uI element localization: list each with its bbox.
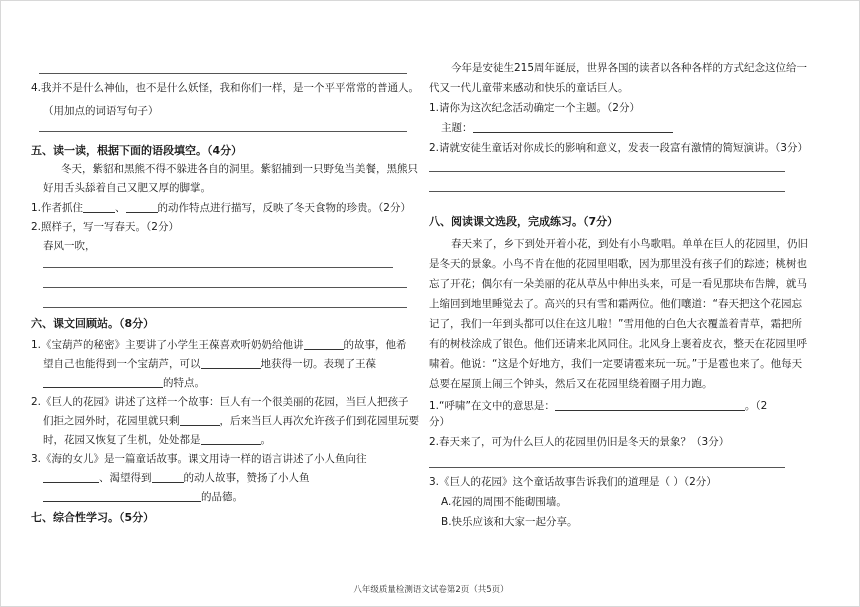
section-7-title: 七、综合性学习。（5分） [31, 511, 155, 524]
intro-line: 今年是安徒生215周年诞辰，世界各国的读者以各种各样的方式纪念这位给一 [451, 62, 808, 74]
fill-blank[interactable] [43, 376, 163, 388]
fill-blank[interactable] [43, 471, 99, 483]
question-2: 2.请就安徒生童话对你成长的影响和意义，发表一段富有激情的简短演讲。（3分） [429, 142, 808, 154]
passage-line: 记了，我们一年到头都可以住在这儿啦！”雪用他的白色大衣覆盖着青草，霜把所 [429, 318, 802, 330]
page-footer: 八年级质量检测语文试卷第2页（共5页） [353, 585, 509, 595]
answer-line[interactable] [429, 191, 785, 192]
reading-question-1-score: 分） [429, 416, 450, 428]
question-4-instruction: （用加点的词语写句子） [43, 105, 159, 117]
section-6-question-2-cont [43, 414, 419, 428]
passage-line: 是冬天的景象。小鸟不肯在他的花园里唱歌，因为那里没有孩子们的踪迹；桃树也 [429, 258, 807, 270]
theme-field [441, 121, 673, 135]
q-text: 的动作特点进行描写，反映了冬天食物的珍贵。（2分） [157, 202, 411, 214]
answer-line[interactable] [429, 171, 785, 172]
section-6-question-3: 3.《海的女儿》是一篇童话故事。课文用诗一样的语言讲述了小人鱼向往 [31, 453, 367, 465]
section-5-passage-line: 好用舌头舔着自己又肥又厚的脚掌。 [43, 182, 211, 194]
section-6-question-3-cont [43, 471, 310, 485]
reading-question-3: 3.《巨人的花园》这个童话故事告诉我们的道理是（ ）（2分） [429, 476, 717, 488]
q-text: 的品德。 [201, 491, 243, 503]
q-text: 望自己也能得到一个宝葫芦，可以 [43, 358, 201, 370]
passage-line: 春天来了，乡下到处开着小花，到处有小鸟歌唱。单单在巨人的花园里，仍旧 [451, 238, 808, 250]
answer-line [39, 131, 407, 132]
reading-question-2: 2.春天来了，可为什么巨人的花园里仍旧是冬天的景象？（3分） [429, 436, 730, 448]
question-4-text: 4.我并不是什么神仙，也不是什么妖怪，我和你们一样，是一个平平常常的普通人。 [31, 82, 420, 94]
theme-input-line[interactable] [473, 121, 673, 133]
section-5-passage-line: 冬天，紫貂和黑熊不得不躲进各自的洞里。紫貂捕到一只野兔当美餐，黑熊只 [61, 163, 418, 175]
section-6-question-2-end [43, 433, 271, 447]
option-a[interactable]: A.花园的周围不能砌围墙。 [441, 496, 567, 508]
q-text: 地获得一切。表现了王葆 [260, 358, 376, 370]
fill-blank[interactable] [152, 471, 184, 483]
fill-blank[interactable] [201, 433, 261, 445]
passage-line: 啸着。他说：“这是个好地方，我们一定要请雹来玩一玩。”于是雹也来了。他每天 [429, 358, 803, 370]
reading-question-1 [429, 399, 767, 413]
section-6-question-3-end [43, 490, 243, 504]
answer-line[interactable] [43, 287, 407, 288]
answer-line[interactable] [429, 467, 785, 468]
q-text: 时，花园又恢复了生机，处处都是 [43, 434, 201, 446]
section-6-question-2: 2.《巨人的花园》讲述了这样一个故事：巨人有一个很美丽的花园，当巨人把孩子 [31, 396, 409, 408]
section-8-title: 八、阅读课文选段，完成练习。（7分） [429, 215, 619, 228]
q-text: 。 [260, 434, 271, 446]
section-6-title: 六、课文回顾站。（8分） [31, 317, 155, 330]
passage-line: 上缩回到地里睡觉去了。高兴的只有雪和霜两位。他们嚷道：“春天把这个花园忘 [429, 298, 802, 310]
q-text: 的故事，他希 [343, 339, 407, 351]
section-5-title: 五、读一读，根据下面的语段填空。（4分） [31, 144, 243, 157]
section-5-question-1 [31, 201, 411, 215]
passage-line: 忘了开花；偶尔有一朵美丽的花从草丛中伸出头来，可是一看见那块布告牌，就马 [429, 278, 807, 290]
q-text: 的动人故事，赞扬了小人鱼 [183, 472, 310, 484]
q-text: 。（2 [744, 400, 768, 412]
q-text: 1.作者抓住 [31, 202, 84, 214]
q-text: 、 [115, 202, 126, 214]
theme-label: 主题： [441, 122, 473, 134]
q-text: ，后来当巨人再次允许孩子们到花园里玩要 [219, 415, 419, 427]
section-6-question-1 [31, 338, 407, 352]
q-text: 的特点。 [163, 377, 205, 389]
section-6-question-1-cont [43, 357, 376, 371]
q-text: 1.“呼啸”在文中的意思是： [429, 400, 555, 412]
q-text: 、渴望得到 [99, 472, 152, 484]
question-1: 1.请你为这次纪念活动确定一个主题。（2分） [429, 102, 640, 114]
intro-line: 代又一代儿童带来感动和快乐的童话巨人。 [429, 82, 629, 94]
fill-blank[interactable] [201, 357, 261, 369]
fill-blank[interactable] [83, 201, 115, 213]
fill-blank[interactable] [304, 338, 344, 350]
fill-blank[interactable] [180, 414, 220, 426]
section-5-question-2-start: 春风一吹， [43, 240, 96, 252]
answer-line [39, 73, 407, 74]
q-text: 1.《宝葫芦的秘密》主要讲了小学生王葆喜欢听奶奶给他讲 [31, 339, 304, 351]
answer-line[interactable] [43, 267, 393, 268]
section-6-question-1-end [43, 376, 205, 390]
fill-blank[interactable] [126, 201, 158, 213]
fill-blank[interactable] [43, 490, 201, 502]
answer-line[interactable] [43, 307, 407, 308]
passage-line: 总要在屋顶上闹三个钟头，然后又在花园里绕着圈子用力跑。 [429, 378, 713, 390]
passage-line: 有的树枝涂成了银色。他们还请来北风同住。北风身上裹着皮衣，整天在花园里呼 [429, 338, 807, 350]
fill-blank[interactable] [555, 399, 745, 411]
q-text: 们拒之园外时，花园里就只剩 [43, 415, 180, 427]
section-5-question-2: 2.照样子，写一写春天。（2分） [31, 221, 179, 233]
option-b[interactable]: B.快乐应该和大家一起分享。 [441, 516, 578, 528]
